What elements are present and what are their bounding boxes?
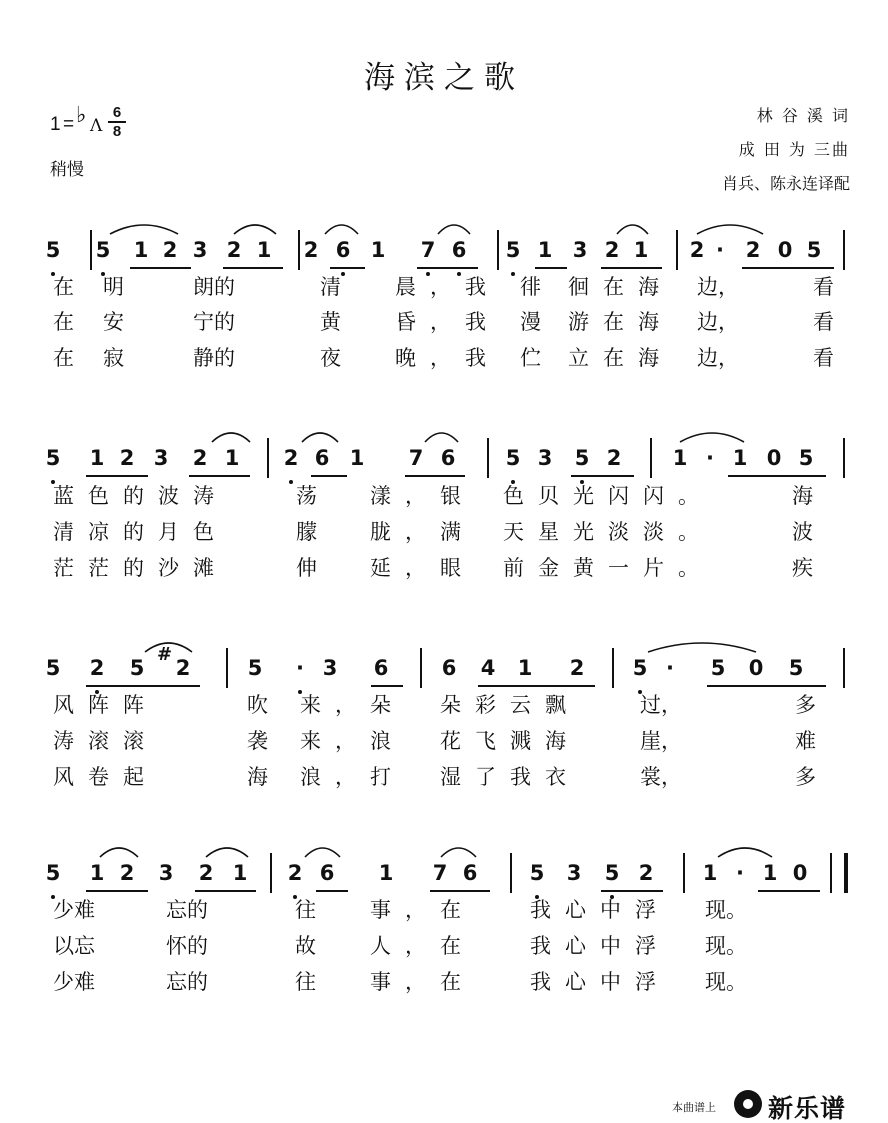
slur: [441, 848, 476, 857]
lyric: 看: [813, 310, 834, 334]
lyric: 游在海: [568, 310, 673, 334]
note: 1: [633, 238, 649, 262]
lyric: 我心中浮: [530, 934, 670, 958]
lyric: 疾: [792, 556, 813, 580]
note: 3: [572, 238, 588, 262]
note: 1: [256, 238, 272, 262]
lyric: 多: [795, 693, 816, 717]
lyric: 现。: [705, 898, 747, 922]
lyric: 海: [247, 765, 268, 789]
note: 5: [529, 861, 545, 885]
slur: [212, 433, 250, 442]
note: 5: [45, 656, 61, 680]
note: 5: [710, 656, 726, 680]
note: 3: [153, 446, 169, 470]
lyric: 静的: [193, 346, 235, 370]
slur: [145, 643, 192, 652]
slur: [302, 433, 338, 442]
note: 0: [766, 446, 782, 470]
lyric: 忘的: [166, 898, 208, 922]
lyric: 少难: [53, 970, 95, 994]
slur: [697, 225, 763, 234]
lyric: 晚，我: [395, 346, 500, 370]
lyric: 朗的: [193, 275, 235, 299]
lyric: 事，在: [370, 970, 475, 994]
note: 2: [283, 446, 299, 470]
lyric: 在: [53, 275, 74, 299]
slur: [438, 225, 470, 234]
note: 5: [632, 656, 648, 680]
note: 3: [192, 238, 208, 262]
lyric: 风阵阵: [53, 693, 158, 717]
lyric: 难: [795, 729, 816, 753]
lyric: 故: [295, 934, 316, 958]
note: 1: [133, 238, 149, 262]
note: 1: [370, 238, 386, 262]
time-denominator: 8: [112, 123, 122, 140]
note: 5: [247, 656, 263, 680]
slur: [305, 848, 340, 857]
note: 1: [732, 446, 748, 470]
note: 1: [517, 656, 533, 680]
note: 2: [638, 861, 654, 885]
lyric: 前金黄一片。: [503, 556, 713, 580]
lyric: 昏，我: [395, 310, 500, 334]
slur: [234, 225, 276, 234]
note: 0: [777, 238, 793, 262]
note: 5: [505, 446, 521, 470]
lyric: 少难: [53, 898, 95, 922]
note: 2: [569, 656, 585, 680]
note: 5: [505, 238, 521, 262]
note: 2: [198, 861, 214, 885]
note: 6: [440, 446, 456, 470]
lyric: 来，浪: [300, 729, 405, 753]
footer-caption: 本曲谱上: [672, 1101, 716, 1114]
note: 1: [378, 861, 394, 885]
note: 5: [806, 238, 822, 262]
note: 0: [792, 861, 808, 885]
lyric: 荡: [296, 484, 317, 508]
note: 2: [287, 861, 303, 885]
note: 1: [224, 446, 240, 470]
credit-composer: 成 田 为 三曲: [738, 140, 850, 159]
lyric: 过，: [640, 693, 682, 717]
lyric: 现。: [705, 934, 747, 958]
lyric: 漾，银: [370, 484, 475, 508]
lyric: 边，: [697, 310, 739, 334]
lyric: 清凉的月色: [53, 520, 228, 544]
note: 5: [95, 238, 111, 262]
note: 2: [745, 238, 761, 262]
note: 5: [604, 861, 620, 885]
slur: [206, 848, 248, 857]
note: 7: [408, 446, 424, 470]
lyric: 浪，打: [300, 765, 405, 789]
lyric: 安: [103, 310, 124, 334]
lyric: 立在海: [568, 346, 673, 370]
slur: [325, 225, 358, 234]
lyric: 色贝光闪闪。: [503, 484, 713, 508]
slur: [648, 643, 756, 652]
site-brand: 新乐谱: [768, 1094, 847, 1123]
lyric: 伸: [296, 556, 317, 580]
lyric: 朦: [296, 520, 317, 544]
note: 1: [702, 861, 718, 885]
slur: [425, 433, 458, 442]
lyric: 宁的: [193, 310, 235, 334]
note: 3: [322, 656, 338, 680]
credit-lyricist: 林 谷 溪 词: [756, 106, 850, 125]
note: ·: [666, 656, 674, 680]
note: 5: [574, 446, 590, 470]
sharp-icon: #: [157, 644, 173, 665]
note: 5: [45, 238, 61, 262]
lyric: 裳，: [640, 765, 682, 789]
note: ·: [716, 238, 724, 262]
note: 7: [432, 861, 448, 885]
lyric: 人，在: [370, 934, 475, 958]
lyric: 寂: [103, 346, 124, 370]
note: ·: [706, 446, 714, 470]
lyric: 花飞溅海: [440, 729, 580, 753]
note: 6: [335, 238, 351, 262]
slur: [110, 225, 178, 234]
note: 3: [566, 861, 582, 885]
lyric: 现。: [705, 970, 747, 994]
lyric: 我心中浮: [530, 970, 670, 994]
lyric: 往: [295, 970, 316, 994]
note: 1: [537, 238, 553, 262]
lyric: 事，在: [370, 898, 475, 922]
lyric: 袭: [247, 729, 268, 753]
lyric: 黄: [320, 310, 341, 334]
note: 3: [158, 861, 174, 885]
note: 5: [798, 446, 814, 470]
lyric: 徊在海: [568, 275, 673, 299]
note: 5: [45, 446, 61, 470]
note: 5: [129, 656, 145, 680]
note: 6: [314, 446, 330, 470]
key-eq: =: [63, 114, 75, 135]
note: 2: [119, 861, 135, 885]
lyric: 明: [103, 275, 124, 299]
note: 2: [604, 238, 620, 262]
lyric: 涛滚滚: [53, 729, 158, 753]
key-lambda: Λ: [90, 116, 103, 136]
time-numerator: 6: [112, 104, 122, 121]
note: 5: [45, 861, 61, 885]
note: 6: [319, 861, 335, 885]
lyric: 清: [320, 275, 341, 299]
lyric: 延，眼: [370, 556, 475, 580]
lyric: 胧，满: [370, 520, 475, 544]
note: 6: [373, 656, 389, 680]
lyric: 忘的: [166, 970, 208, 994]
note: 1: [762, 861, 778, 885]
lyric: 海: [792, 484, 813, 508]
note: 2: [192, 446, 208, 470]
note: 5: [788, 656, 804, 680]
lyric: 崖，: [640, 729, 682, 753]
lyric: 边，: [697, 275, 739, 299]
lyric: 以忘: [53, 934, 95, 958]
lyric: 来，朵: [300, 693, 405, 717]
note: 2: [226, 238, 242, 262]
note: 2: [303, 238, 319, 262]
note: 1: [89, 861, 105, 885]
slur: [680, 433, 744, 442]
key-one: 1: [50, 114, 61, 135]
note: 1: [89, 446, 105, 470]
lyric: 怀的: [166, 934, 208, 958]
slur: [617, 225, 648, 234]
lyric: 天星光淡淡。: [503, 520, 713, 544]
flat-icon: ♭: [76, 102, 87, 127]
note: 6: [451, 238, 467, 262]
note: 3: [537, 446, 553, 470]
note: 2: [119, 446, 135, 470]
lyric: 湿了我衣: [440, 765, 580, 789]
note: 7: [420, 238, 436, 262]
lyric: 我心中浮: [530, 898, 670, 922]
lyric: 在: [53, 310, 74, 334]
lyric: 茫茫的沙滩: [53, 556, 228, 580]
tempo-marking: 稍慢: [50, 160, 84, 180]
note: 2: [162, 238, 178, 262]
lyric: 伫: [520, 346, 541, 370]
note: 1: [232, 861, 248, 885]
lyric: 看: [813, 346, 834, 370]
credit-translators: 肖兵、陈永连译配: [721, 174, 850, 193]
lyric: 在: [53, 346, 74, 370]
note: 1: [672, 446, 688, 470]
slur: [100, 848, 138, 857]
note: 2: [89, 656, 105, 680]
lyric: 多: [795, 765, 816, 789]
note: 4: [480, 656, 496, 680]
lyric: 夜: [320, 346, 341, 370]
note: 2: [175, 656, 191, 680]
lyric: 波: [792, 520, 813, 544]
page-title: 海滨之歌: [364, 60, 524, 96]
lyric: 蓝色的波涛: [53, 484, 228, 508]
note: 6: [462, 861, 478, 885]
lyric: 朵彩云飘: [440, 693, 580, 717]
lyric: 徘: [520, 275, 541, 299]
note: ·: [736, 861, 744, 885]
note: 2: [689, 238, 705, 262]
lyric: 漫: [520, 310, 541, 334]
note: 2: [606, 446, 622, 470]
slur: [718, 848, 772, 857]
note: ·: [296, 656, 304, 680]
note: 1: [349, 446, 365, 470]
lyric: 风卷起: [53, 765, 158, 789]
lyric: 边，: [697, 346, 739, 370]
note: 0: [748, 656, 764, 680]
lyric: 看: [813, 275, 834, 299]
lyric: 吹: [247, 693, 268, 717]
lyric: 晨，我: [395, 275, 500, 299]
note: 6: [441, 656, 457, 680]
lyric: 往: [295, 898, 316, 922]
